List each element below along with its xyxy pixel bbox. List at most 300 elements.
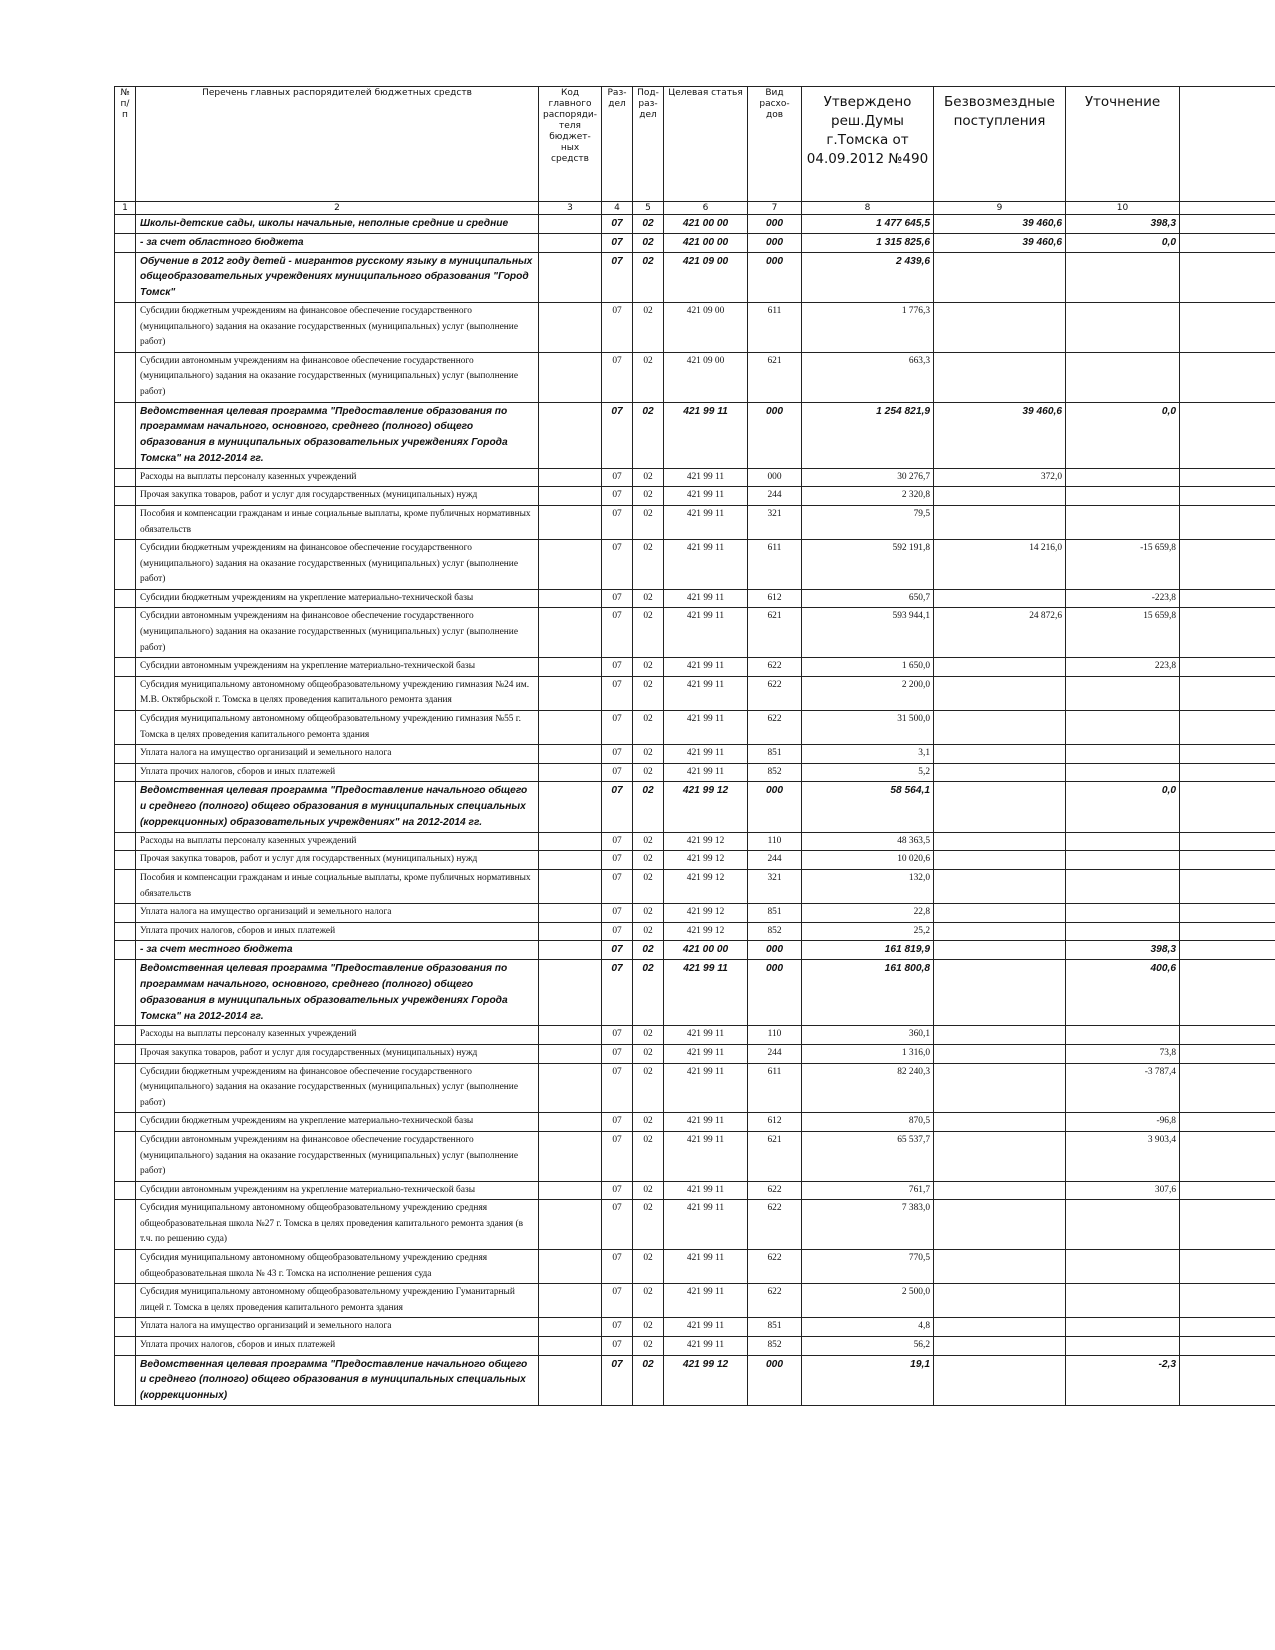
cell-target: 421 99 11 bbox=[664, 505, 748, 539]
cell-grants bbox=[934, 922, 1066, 941]
table-row bbox=[115, 904, 1275, 923]
cell-extra bbox=[1180, 1337, 1275, 1356]
cell-approved: 2 439,6 bbox=[802, 252, 934, 302]
cell-number bbox=[115, 302, 136, 352]
table-row bbox=[115, 505, 1275, 539]
cell-code bbox=[539, 782, 602, 832]
cell-extra bbox=[1180, 1044, 1275, 1063]
cell-adjustment bbox=[1066, 352, 1180, 402]
cell-extra bbox=[1180, 589, 1275, 608]
cell-adjustment bbox=[1066, 870, 1180, 904]
cell-target: 421 99 12 bbox=[664, 904, 748, 923]
cell-target: 421 99 11 bbox=[664, 402, 748, 468]
cell-code bbox=[539, 1337, 602, 1356]
cell-number bbox=[115, 763, 136, 782]
cell-approved: 650,7 bbox=[802, 589, 934, 608]
cell-code bbox=[539, 1131, 602, 1181]
cell-grants bbox=[934, 782, 1066, 832]
cell-expense-type: 000 bbox=[748, 215, 802, 234]
cell-grants bbox=[934, 676, 1066, 710]
cell-number bbox=[115, 870, 136, 904]
cell-adjustment bbox=[1066, 505, 1180, 539]
cell-expense-type: 321 bbox=[748, 870, 802, 904]
cell-grants: 14 216,0 bbox=[934, 540, 1066, 590]
cell-name: Субсидии автономным учреждениям на финансовое обеспечение государственного (муниципального) задания на оказание государственных (муниципальных) услуг (выполнение работ) bbox=[136, 352, 539, 402]
cell-subsection: 02 bbox=[633, 1200, 664, 1250]
cell-section: 07 bbox=[602, 468, 633, 487]
cell-subsection: 02 bbox=[633, 302, 664, 352]
column-number: 3 bbox=[539, 202, 602, 215]
cell-adjustment bbox=[1066, 832, 1180, 851]
cell-number bbox=[115, 1044, 136, 1063]
cell-extra bbox=[1180, 658, 1275, 677]
table-body bbox=[115, 215, 1275, 1406]
header-approved: Утверждено реш.Думы г.Томска от 04.09.2012 №490 bbox=[802, 87, 934, 202]
cell-code bbox=[539, 1181, 602, 1200]
cell-extra bbox=[1180, 252, 1275, 302]
cell-grants bbox=[934, 960, 1066, 1026]
cell-target: 421 99 12 bbox=[664, 922, 748, 941]
cell-subsection: 02 bbox=[633, 1337, 664, 1356]
cell-approved: 770,5 bbox=[802, 1250, 934, 1284]
cell-code bbox=[539, 233, 602, 252]
cell-name: Уплата прочих налогов, сборов и иных платежей bbox=[136, 763, 539, 782]
table-row bbox=[115, 468, 1275, 487]
cell-expense-type: 622 bbox=[748, 676, 802, 710]
document-page bbox=[114, 86, 1275, 1406]
cell-section: 07 bbox=[602, 922, 633, 941]
cell-grants: 39 460,6 bbox=[934, 233, 1066, 252]
cell-number bbox=[115, 352, 136, 402]
cell-grants bbox=[934, 302, 1066, 352]
cell-approved: 1 477 645,5 bbox=[802, 215, 934, 234]
cell-code bbox=[539, 763, 602, 782]
cell-approved: 25,2 bbox=[802, 922, 934, 941]
cell-extra bbox=[1180, 1063, 1275, 1113]
cell-adjustment bbox=[1066, 1337, 1180, 1356]
cell-number bbox=[115, 922, 136, 941]
cell-target: 421 00 00 bbox=[664, 233, 748, 252]
cell-target: 421 99 12 bbox=[664, 870, 748, 904]
table-row bbox=[115, 402, 1275, 468]
cell-name: Ведомственная целевая программа "Предоставление начального общего и среднего (полного) общего образования в муниципальных специальных (коррекционных) образовательных учреждениях" на 2012-2014 гг. bbox=[136, 782, 539, 832]
cell-grants bbox=[934, 658, 1066, 677]
cell-adjustment bbox=[1066, 302, 1180, 352]
table-row bbox=[115, 608, 1275, 658]
cell-expense-type: 852 bbox=[748, 1337, 802, 1356]
cell-name: Субсидия муниципальному автономному общеобразовательному учреждению гимназия №24 им. М.В. Октябрьской г. Томска в целях проведения капитального ремонта здания bbox=[136, 676, 539, 710]
cell-name: Ведомственная целевая программа "Предоставление начального общего и среднего (полного) общего образования в муниципальных специальных (коррекционных) bbox=[136, 1355, 539, 1405]
cell-expense-type: 000 bbox=[748, 468, 802, 487]
cell-name: Расходы на выплаты персоналу казенных учреждений bbox=[136, 468, 539, 487]
table-row bbox=[115, 832, 1275, 851]
cell-number bbox=[115, 941, 136, 960]
cell-expense-type: 851 bbox=[748, 745, 802, 764]
cell-name: Пособия и компенсации гражданам и иные социальные выплаты, кроме публичных нормативных обязательств bbox=[136, 870, 539, 904]
cell-expense-type: 852 bbox=[748, 763, 802, 782]
cell-subsection: 02 bbox=[633, 676, 664, 710]
cell-number bbox=[115, 676, 136, 710]
cell-name: Субсидии автономным учреждениям на укрепление материально-технической базы bbox=[136, 1181, 539, 1200]
cell-target: 421 99 11 bbox=[664, 1181, 748, 1200]
cell-subsection: 02 bbox=[633, 1131, 664, 1181]
cell-section: 07 bbox=[602, 1250, 633, 1284]
table-row bbox=[115, 941, 1275, 960]
cell-subsection: 02 bbox=[633, 960, 664, 1026]
cell-section: 07 bbox=[602, 1181, 633, 1200]
cell-adjustment bbox=[1066, 851, 1180, 870]
header-subsection: Под-раз-дел bbox=[633, 87, 664, 202]
table-row bbox=[115, 658, 1275, 677]
cell-extra bbox=[1180, 1318, 1275, 1337]
cell-number bbox=[115, 589, 136, 608]
cell-code bbox=[539, 745, 602, 764]
table-row bbox=[115, 960, 1275, 1026]
cell-target: 421 99 12 bbox=[664, 1355, 748, 1405]
cell-code bbox=[539, 960, 602, 1026]
cell-code bbox=[539, 215, 602, 234]
table-row bbox=[115, 1355, 1275, 1405]
cell-target: 421 99 11 bbox=[664, 1044, 748, 1063]
cell-target: 421 09 00 bbox=[664, 352, 748, 402]
cell-approved: 82 240,3 bbox=[802, 1063, 934, 1113]
cell-number bbox=[115, 233, 136, 252]
cell-section: 07 bbox=[602, 711, 633, 745]
cell-adjustment: 3 903,4 bbox=[1066, 1131, 1180, 1181]
cell-code bbox=[539, 352, 602, 402]
cell-section: 07 bbox=[602, 608, 633, 658]
table-row bbox=[115, 922, 1275, 941]
cell-target: 421 99 11 bbox=[664, 658, 748, 677]
cell-number bbox=[115, 1131, 136, 1181]
table-row bbox=[115, 763, 1275, 782]
cell-code bbox=[539, 505, 602, 539]
table-row bbox=[115, 233, 1275, 252]
cell-extra bbox=[1180, 1026, 1275, 1045]
cell-name: Уплата прочих налогов, сборов и иных платежей bbox=[136, 922, 539, 941]
cell-code bbox=[539, 1355, 602, 1405]
cell-approved: 31 500,0 bbox=[802, 711, 934, 745]
cell-target: 421 99 12 bbox=[664, 832, 748, 851]
table-row bbox=[115, 782, 1275, 832]
cell-section: 07 bbox=[602, 215, 633, 234]
cell-adjustment bbox=[1066, 922, 1180, 941]
cell-grants: 372,0 bbox=[934, 468, 1066, 487]
cell-approved: 663,3 bbox=[802, 352, 934, 402]
budget-table bbox=[114, 86, 1275, 1406]
cell-approved: 1 650,0 bbox=[802, 658, 934, 677]
table-row bbox=[115, 1284, 1275, 1318]
cell-extra bbox=[1180, 402, 1275, 468]
table-row bbox=[115, 870, 1275, 904]
cell-approved: 161 819,9 bbox=[802, 941, 934, 960]
cell-adjustment: -3 787,4 bbox=[1066, 1063, 1180, 1113]
cell-section: 07 bbox=[602, 1318, 633, 1337]
cell-number bbox=[115, 1318, 136, 1337]
cell-approved: 1 776,3 bbox=[802, 302, 934, 352]
cell-section: 07 bbox=[602, 1063, 633, 1113]
cell-number bbox=[115, 711, 136, 745]
cell-extra bbox=[1180, 505, 1275, 539]
cell-adjustment bbox=[1066, 1200, 1180, 1250]
cell-adjustment: 0,0 bbox=[1066, 233, 1180, 252]
column-number: 1 bbox=[115, 202, 136, 215]
cell-name: Субсидия муниципальному автономному общеобразовательному учреждению средняя общеобразовательная школа №27 г. Томска в целях проведения капитального ремонта здания (в т.ч. по решению суда) bbox=[136, 1200, 539, 1250]
cell-number bbox=[115, 252, 136, 302]
cell-extra bbox=[1180, 215, 1275, 234]
cell-target: 421 09 00 bbox=[664, 252, 748, 302]
cell-grants bbox=[934, 1318, 1066, 1337]
header-adjustment: Уточнение bbox=[1066, 87, 1180, 202]
cell-subsection: 02 bbox=[633, 1063, 664, 1113]
cell-subsection: 02 bbox=[633, 1026, 664, 1045]
cell-name: Субсидии автономным учреждениям на финансовое обеспечение государственного (муниципального) задания на оказание государственных (муниципальных) услуг (выполнение работ) bbox=[136, 608, 539, 658]
cell-subsection: 02 bbox=[633, 851, 664, 870]
cell-number bbox=[115, 1284, 136, 1318]
cell-grants bbox=[934, 1044, 1066, 1063]
cell-number bbox=[115, 540, 136, 590]
cell-number bbox=[115, 1026, 136, 1045]
cell-section: 07 bbox=[602, 941, 633, 960]
header-name: Перечень главных распорядителей бюджетных средств bbox=[136, 87, 539, 202]
cell-expense-type: 000 bbox=[748, 782, 802, 832]
cell-expense-type: 321 bbox=[748, 505, 802, 539]
cell-approved: 2 500,0 bbox=[802, 1284, 934, 1318]
cell-section: 07 bbox=[602, 233, 633, 252]
cell-subsection: 02 bbox=[633, 922, 664, 941]
cell-grants bbox=[934, 1337, 1066, 1356]
cell-adjustment bbox=[1066, 711, 1180, 745]
cell-expense-type: 244 bbox=[748, 1044, 802, 1063]
cell-target: 421 99 11 bbox=[664, 1063, 748, 1113]
cell-section: 07 bbox=[602, 1044, 633, 1063]
cell-target: 421 99 11 bbox=[664, 1284, 748, 1318]
cell-expense-type: 621 bbox=[748, 608, 802, 658]
table-row bbox=[115, 1318, 1275, 1337]
table-row bbox=[115, 589, 1275, 608]
cell-target: 421 99 11 bbox=[664, 1250, 748, 1284]
column-number: 10 bbox=[1066, 202, 1180, 215]
table-row bbox=[115, 851, 1275, 870]
cell-adjustment bbox=[1066, 468, 1180, 487]
cell-subsection: 02 bbox=[633, 782, 664, 832]
cell-subsection: 02 bbox=[633, 468, 664, 487]
header-expense-type: Вид расхо-дов bbox=[748, 87, 802, 202]
cell-code bbox=[539, 1250, 602, 1284]
cell-extra bbox=[1180, 1113, 1275, 1132]
cell-target: 421 99 11 bbox=[664, 1113, 748, 1132]
cell-subsection: 02 bbox=[633, 1181, 664, 1200]
cell-name: Прочая закупка товаров, работ и услуг для государственных (муниципальных) нужд bbox=[136, 851, 539, 870]
header-target: Целевая статья bbox=[664, 87, 748, 202]
cell-name: Ведомственная целевая программа "Предоставление образования по программам начального, основного, среднего (полного) общего образования в муниципальных образовательных учреждениях Города Томска" на 2012-2014 гг. bbox=[136, 402, 539, 468]
cell-adjustment: 398,3 bbox=[1066, 941, 1180, 960]
cell-subsection: 02 bbox=[633, 352, 664, 402]
cell-number bbox=[115, 468, 136, 487]
cell-name: Субсидии бюджетным учреждениям на финансовое обеспечение государственного (муниципального) задания на оказание государственных (муниципальных) услуг (выполнение работ) bbox=[136, 540, 539, 590]
cell-approved: 761,7 bbox=[802, 1181, 934, 1200]
cell-approved: 593 944,1 bbox=[802, 608, 934, 658]
cell-target: 421 00 00 bbox=[664, 215, 748, 234]
cell-grants: 39 460,6 bbox=[934, 215, 1066, 234]
cell-name: Субсидии автономным учреждениям на финансовое обеспечение государственного (муниципального) задания на оказание государственных (муниципальных) услуг (выполнение работ) bbox=[136, 1131, 539, 1181]
cell-subsection: 02 bbox=[633, 1284, 664, 1318]
table-row bbox=[115, 215, 1275, 234]
cell-subsection: 02 bbox=[633, 233, 664, 252]
cell-extra bbox=[1180, 1181, 1275, 1200]
cell-number bbox=[115, 1337, 136, 1356]
table-row bbox=[115, 1113, 1275, 1132]
cell-number bbox=[115, 608, 136, 658]
cell-section: 07 bbox=[602, 1026, 633, 1045]
cell-subsection: 02 bbox=[633, 487, 664, 506]
cell-expense-type: 611 bbox=[748, 540, 802, 590]
cell-subsection: 02 bbox=[633, 252, 664, 302]
cell-section: 07 bbox=[602, 540, 633, 590]
cell-expense-type: 621 bbox=[748, 352, 802, 402]
cell-grants bbox=[934, 832, 1066, 851]
cell-approved: 2 320,8 bbox=[802, 487, 934, 506]
cell-expense-type: 000 bbox=[748, 960, 802, 1026]
cell-grants bbox=[934, 589, 1066, 608]
cell-expense-type: 244 bbox=[748, 487, 802, 506]
cell-adjustment: 398,3 bbox=[1066, 215, 1180, 234]
cell-approved: 65 537,7 bbox=[802, 1131, 934, 1181]
cell-code bbox=[539, 589, 602, 608]
cell-adjustment: 0,0 bbox=[1066, 782, 1180, 832]
cell-section: 07 bbox=[602, 352, 633, 402]
table-row bbox=[115, 540, 1275, 590]
cell-extra bbox=[1180, 941, 1275, 960]
header-code: Код главного распоряди-теля бюджет-ных средств bbox=[539, 87, 602, 202]
cell-subsection: 02 bbox=[633, 1044, 664, 1063]
cell-approved: 360,1 bbox=[802, 1026, 934, 1045]
cell-section: 07 bbox=[602, 402, 633, 468]
table-row bbox=[115, 676, 1275, 710]
table-row bbox=[115, 1181, 1275, 1200]
cell-code bbox=[539, 402, 602, 468]
cell-expense-type: 611 bbox=[748, 1063, 802, 1113]
cell-adjustment: -96,8 bbox=[1066, 1113, 1180, 1132]
cell-adjustment bbox=[1066, 1250, 1180, 1284]
cell-grants: 24 872,6 bbox=[934, 608, 1066, 658]
cell-grants bbox=[934, 1063, 1066, 1113]
cell-code bbox=[539, 658, 602, 677]
cell-adjustment: -223,8 bbox=[1066, 589, 1180, 608]
column-number: 8 bbox=[802, 202, 934, 215]
column-number-row bbox=[115, 202, 1275, 215]
cell-approved: 30 276,7 bbox=[802, 468, 934, 487]
cell-name: Уплата налога на имущество организаций и земельного налога bbox=[136, 1318, 539, 1337]
cell-extra bbox=[1180, 1355, 1275, 1405]
cell-name: Субсидия муниципальному автономному общеобразовательному учреждению средняя общеобразовательная школа № 43 г. Томска на исполнение решения суда bbox=[136, 1250, 539, 1284]
table-row bbox=[115, 745, 1275, 764]
cell-code bbox=[539, 1318, 602, 1337]
cell-extra bbox=[1180, 711, 1275, 745]
table-row bbox=[115, 1337, 1275, 1356]
cell-approved: 5,2 bbox=[802, 763, 934, 782]
cell-subsection: 02 bbox=[633, 832, 664, 851]
cell-expense-type: 851 bbox=[748, 1318, 802, 1337]
cell-expense-type: 611 bbox=[748, 302, 802, 352]
cell-target: 421 99 12 bbox=[664, 851, 748, 870]
cell-code bbox=[539, 676, 602, 710]
cell-name: Уплата прочих налогов, сборов и иных платежей bbox=[136, 1337, 539, 1356]
cell-section: 07 bbox=[602, 487, 633, 506]
cell-name: Прочая закупка товаров, работ и услуг для государственных (муниципальных) нужд bbox=[136, 1044, 539, 1063]
cell-subsection: 02 bbox=[633, 941, 664, 960]
table-row bbox=[115, 487, 1275, 506]
cell-approved: 1 316,0 bbox=[802, 1044, 934, 1063]
cell-grants bbox=[934, 851, 1066, 870]
cell-adjustment: 73,8 bbox=[1066, 1044, 1180, 1063]
cell-number bbox=[115, 1113, 136, 1132]
cell-subsection: 02 bbox=[633, 745, 664, 764]
table-row bbox=[115, 711, 1275, 745]
table-row bbox=[115, 252, 1275, 302]
cell-name: Субсидия муниципальному автономному общеобразовательному учреждению Гуманитарный лицей г. Томска в целях проведения капитального ремонта здания bbox=[136, 1284, 539, 1318]
cell-target: 421 99 11 bbox=[664, 1318, 748, 1337]
cell-code bbox=[539, 711, 602, 745]
cell-adjustment: 0,0 bbox=[1066, 402, 1180, 468]
cell-subsection: 02 bbox=[633, 1113, 664, 1132]
cell-target: 421 99 11 bbox=[664, 745, 748, 764]
table-row bbox=[115, 1131, 1275, 1181]
column-number bbox=[1180, 202, 1275, 215]
table-row bbox=[115, 1026, 1275, 1045]
cell-number bbox=[115, 1063, 136, 1113]
cell-expense-type: 000 bbox=[748, 402, 802, 468]
cell-expense-type: 622 bbox=[748, 711, 802, 745]
cell-target: 421 99 11 bbox=[664, 960, 748, 1026]
cell-grants bbox=[934, 1131, 1066, 1181]
header-section: Раз-дел bbox=[602, 87, 633, 202]
cell-number bbox=[115, 851, 136, 870]
cell-target: 421 99 11 bbox=[664, 540, 748, 590]
table-row bbox=[115, 1044, 1275, 1063]
cell-expense-type: 000 bbox=[748, 941, 802, 960]
cell-target: 421 99 11 bbox=[664, 711, 748, 745]
cell-number bbox=[115, 1200, 136, 1250]
cell-number bbox=[115, 215, 136, 234]
cell-section: 07 bbox=[602, 1200, 633, 1250]
cell-name: Обучение в 2012 году детей - мигрантов русскому языку в муниципальных общеобразовательных учреждениях муниципального образования "Город Томск" bbox=[136, 252, 539, 302]
cell-extra bbox=[1180, 960, 1275, 1026]
cell-section: 07 bbox=[602, 1131, 633, 1181]
cell-target: 421 00 00 bbox=[664, 941, 748, 960]
cell-name: Расходы на выплаты персоналу казенных учреждений bbox=[136, 832, 539, 851]
table-row bbox=[115, 352, 1275, 402]
cell-extra bbox=[1180, 1131, 1275, 1181]
cell-approved: 79,5 bbox=[802, 505, 934, 539]
column-number: 7 bbox=[748, 202, 802, 215]
cell-subsection: 02 bbox=[633, 904, 664, 923]
cell-target: 421 99 11 bbox=[664, 487, 748, 506]
cell-subsection: 02 bbox=[633, 1250, 664, 1284]
cell-code bbox=[539, 1284, 602, 1318]
cell-name: Субсидии бюджетным учреждениям на финансовое обеспечение государственного (муниципального) задания на оказание государственных (муниципальных) услуг (выполнение работ) bbox=[136, 302, 539, 352]
cell-extra bbox=[1180, 1284, 1275, 1318]
cell-grants bbox=[934, 1250, 1066, 1284]
cell-extra bbox=[1180, 487, 1275, 506]
cell-adjustment bbox=[1066, 1284, 1180, 1318]
cell-extra bbox=[1180, 233, 1275, 252]
cell-approved: 48 363,5 bbox=[802, 832, 934, 851]
cell-code bbox=[539, 302, 602, 352]
cell-target: 421 99 11 bbox=[664, 1200, 748, 1250]
cell-expense-type: 244 bbox=[748, 851, 802, 870]
cell-extra bbox=[1180, 676, 1275, 710]
